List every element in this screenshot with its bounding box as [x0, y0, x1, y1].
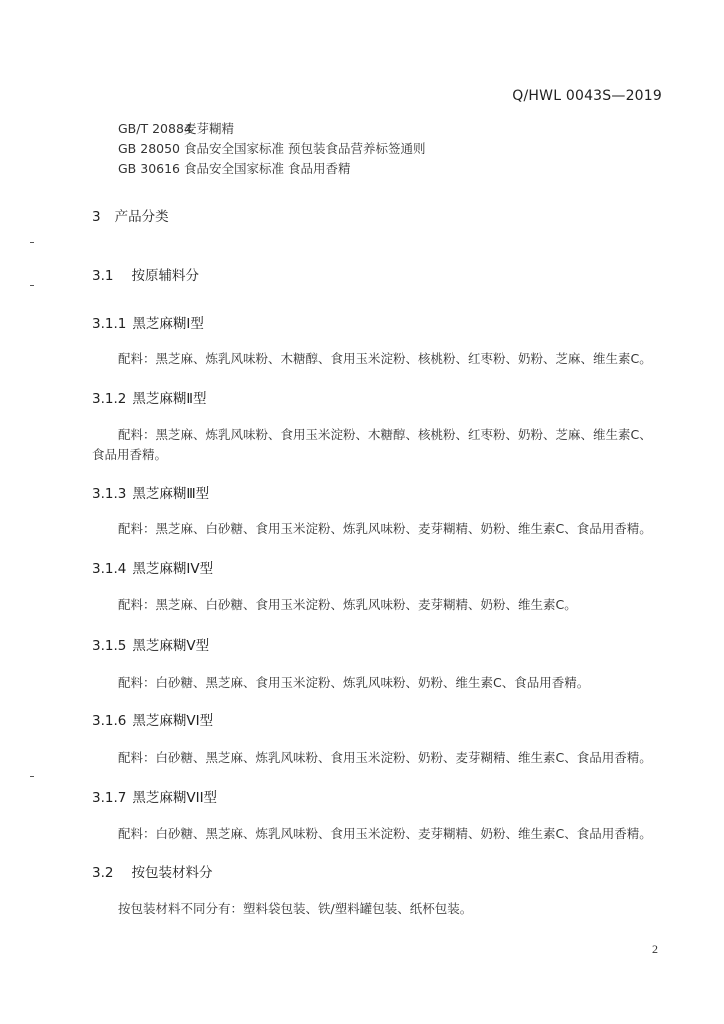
subsection-title: 黑芝麻糊Ⅲ型	[132, 486, 210, 502]
standard-code: Q/HWL 0043S—2019	[512, 88, 662, 104]
reference-item	[118, 119, 425, 139]
subsection-title: 黑芝麻糊Ⅱ型	[132, 391, 207, 407]
subsection-heading	[92, 634, 209, 654]
subsection-number: 3.1.7	[92, 790, 127, 806]
ingredient-paragraph: 配料：黑芝麻、白砂糖、食用玉米淀粉、炼乳风味粉、麦芽糊精、奶粉、维生素C。	[118, 597, 577, 612]
packaging-paragraph: 按包装材料不同分有：塑料袋包装、铁/塑料罐包装、纸杯包装。	[118, 901, 473, 916]
subsection-heading	[92, 786, 217, 806]
section-number: 3.1	[92, 268, 114, 284]
ingredient-paragraph: 配料：白砂糖、黑芝麻、炼乳风味粉、食用玉米淀粉、奶粉、麦芽糊精、维生素C、食品用香精。	[118, 750, 652, 765]
ingredient-paragraph: 配料：白砂糖、黑芝麻、炼乳风味粉、食用玉米淀粉、麦芽糊精、奶粉、维生素C、食品用香精。	[118, 826, 652, 841]
subsection-title: 黑芝麻糊IV型	[132, 561, 214, 577]
reference-code: GB 28050	[118, 141, 180, 156]
subsection-heading	[92, 557, 213, 577]
section-heading-3-1	[92, 264, 199, 284]
ingredient-paragraph: 配料：黑芝麻、白砂糖、食用玉米淀粉、炼乳风味粉、麦芽糊精、奶粉、维生素C、食品用香精。	[118, 521, 652, 536]
subsection-number: 3.1.1	[92, 316, 127, 332]
subsection-number: 3.1.2	[92, 391, 127, 407]
section-number: 3	[92, 209, 101, 225]
margin-mark	[30, 776, 34, 777]
reference-code: GB 30616	[118, 161, 180, 176]
section-heading-3-2	[92, 861, 212, 881]
reference-item	[118, 139, 425, 159]
subsection-number: 3.1.3	[92, 486, 127, 502]
subsection-number: 3.1.6	[92, 713, 127, 729]
reference-title: 麦芽糊精	[184, 121, 235, 136]
subsection-number: 3.1.4	[92, 561, 127, 577]
page-number: 2	[652, 942, 658, 956]
ingredient-paragraph: 配料：白砂糖、黑芝麻、食用玉米淀粉、炼乳风味粉、奶粉、维生素C、食品用香精。	[118, 675, 590, 690]
subsection-heading	[92, 312, 204, 332]
margin-mark	[30, 285, 34, 286]
subsection-title: 黑芝麻糊Ⅰ型	[132, 316, 204, 332]
section-title: 按原辅料分	[131, 268, 199, 284]
subsection-heading	[92, 482, 209, 502]
section-heading-3	[92, 205, 169, 225]
margin-mark	[30, 242, 34, 243]
normative-references	[118, 119, 425, 179]
section-title: 产品分类	[114, 209, 169, 225]
ingredient-paragraph: 配料：黑芝麻、炼乳风味粉、食用玉米淀粉、木糖醇、核桃粉、红枣粉、奶粉、芝麻、维生素C、食品用香精。	[92, 427, 652, 462]
reference-title: 食品安全国家标准 预包装食品营养标签通则	[184, 141, 426, 156]
section-title: 按包装材料分	[131, 865, 213, 881]
ingredient-paragraph: 配料：黑芝麻、炼乳风味粉、木糖醇、食用玉米淀粉、核桃粉、红枣粉、奶粉、芝麻、维生素C。	[118, 351, 652, 366]
subsection-number: 3.1.5	[92, 638, 127, 654]
reference-title: 食品安全国家标准 食品用香精	[184, 161, 351, 176]
subsection-title: 黑芝麻糊Ⅴ型	[132, 638, 210, 654]
subsection-title: 黑芝麻糊VI型	[132, 713, 214, 729]
subsection-heading	[92, 709, 213, 729]
subsection-title: 黑芝麻糊VII型	[132, 790, 218, 806]
reference-code: GB/T 20884	[118, 121, 192, 136]
reference-item	[118, 159, 425, 179]
section-number: 3.2	[92, 865, 114, 881]
subsection-heading	[92, 387, 207, 407]
